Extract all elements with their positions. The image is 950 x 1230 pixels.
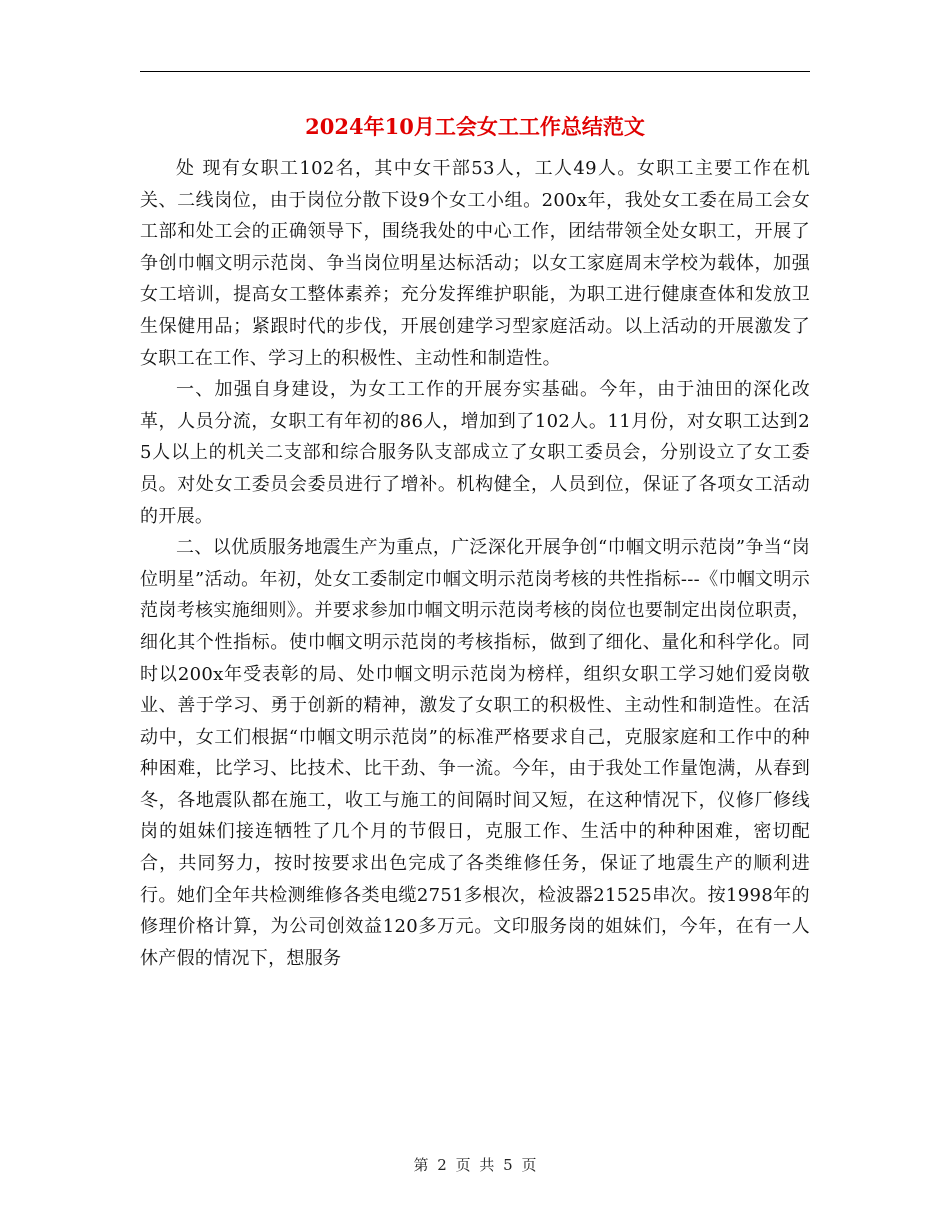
paragraph-section-2: 二、以优质服务地震生产为重点，广泛深化开展争创“巾帼文明示范岗”争当“岗位明星”活动。年初，处女工委制定巾帼文明示范岗考核的共性指标---《巾帼文明示范岗考核实施细则》。并要求参加巾帼文明示范岗考核的岗位也要制定出岗位职责，细化其个性指标。使巾帼文明示范岗的考核指标，做到了细化、量化和科学化。同时以200x年受表彰的局、处巾帼文明示范岗为榜样，组织女职工学习她们爱岗敬业、善于学习、勇于创新的精神，激发了女职工的积极性、主动性和制造性。在活动中，女工们根据“巾帼文明示范岗”的标准严格要求自己，克服家庭和工作中的种种困难，比学习、比技术、比干劲、争一流。今年，由于我处工作量饱满，从春到冬，各地震队都在施工，收工与施工的间隔时间又短，在这种情况下，仪修厂修线岗的姐妹们接连牺牲了几个月的节假日，克服工作、生活中的种种困难，密切配合，共同努力，按时按要求出色完成了各类维修任务，保证了地震生产的顺利进行。她们全年共检测维修各类电缆2751多根次，检波器21525串次。按1998年的修理价格计算，为公司创效益120多万元。文印服务岗的姐妹们，今年，在有一人休产假的情况下，想服务: [140, 537, 810, 969]
document-body: [140, 153, 810, 974]
document-title: 2024年10月工会女工工作总结范文: [305, 114, 645, 139]
header-rule: [140, 71, 810, 72]
page-footer: 第 2 页 共 5 页: [413, 1156, 537, 1174]
paragraph-section-1: 一、加强自身建设，为女工工作的开展夯实基础。今年，由于油田的深化改革，人员分流，女职工有年初的86人，增加到了102人。11月份，对女职工达到25人以上的机关二支部和综合服务队支部成立了女职工委员会，分别设立了女工委员。对处女工委员会委员进行了增补。机构健全，人员到位，保证了各项女工活动的开展。: [140, 379, 810, 527]
paragraph-intro: 处 现有女职工102名，其中女干部53人，工人49人。女职工主要工作在机关、二线岗位，由于岗位分散下设9个女工小组。200x年，我处女工委在局工会女工部和处工会的正确领导下，围绕我处的中心工作，团结带领全处女职工，开展了争创巾帼文明示范岗、争当岗位明星达标活动；以女工家庭周末学校为载体，加强女工培训，提高女工整体素养；充分发挥维护职能，为职工进行健康查体和发放卫生保健用品；紧跟时代的步伐，开展创建学习型家庭活动。以上活动的开展激发了女职工在工作、学习上的积极性、主动性和制造性。: [140, 158, 810, 369]
